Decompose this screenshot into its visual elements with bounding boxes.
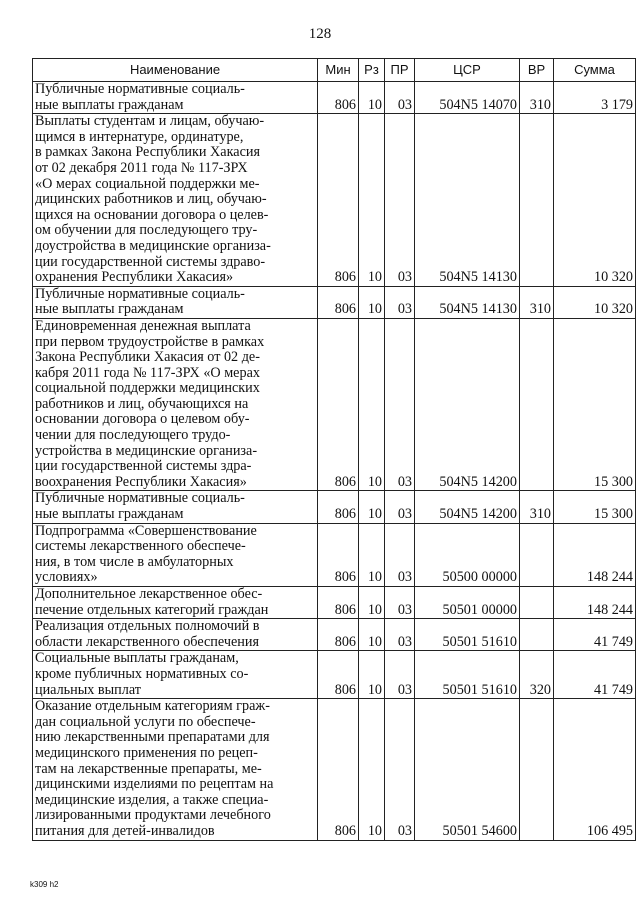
cell-min: 806 [318,491,359,523]
cell-min: 806 [318,114,359,287]
cell-csr: 504N5 14070 [415,82,520,114]
cell-rz: 10 [359,491,385,523]
cell-pr: 03 [385,587,415,619]
cell-vr [520,619,554,651]
cell-pr: 03 [385,82,415,114]
table-row [33,619,636,651]
cell-rz: 10 [359,82,385,114]
header-rz: Рз [359,59,385,82]
cell-min: 806 [318,523,359,586]
cell-min: 806 [318,619,359,651]
cell-vr: 310 [520,491,554,523]
cell-sum: 3 179 [554,82,636,114]
cell-pr: 03 [385,114,415,287]
cell-csr: 504N5 14130 [415,286,520,318]
cell-name: Подпрограмма «Совершенствование системы лекарственного обеспече- ния, в том числе в амбулаторных условиях» [33,523,318,586]
cell-rz: 10 [359,619,385,651]
header-csr: ЦСР [415,59,520,82]
cell-rz: 10 [359,587,385,619]
table-row [33,82,636,114]
cell-pr: 03 [385,491,415,523]
table-row [33,587,636,619]
table-row [33,651,636,699]
table-row [33,318,636,491]
cell-sum: 15 300 [554,318,636,491]
page-number: 128 [308,26,332,42]
table-row [33,286,636,318]
cell-min: 806 [318,699,359,840]
cell-rz: 10 [359,318,385,491]
cell-sum: 148 244 [554,587,636,619]
cell-pr: 03 [385,651,415,699]
cell-min: 806 [318,651,359,699]
footer-code: k309 h2 [30,880,59,889]
cell-vr: 310 [520,82,554,114]
cell-name: Реализация отдельных полномочий в области лекарственного обеспечения [33,619,318,651]
cell-rz: 10 [359,699,385,840]
cell-rz: 10 [359,286,385,318]
cell-name: Социальные выплаты гражданам, кроме публичных нормативных со- циальных выплат [33,651,318,699]
cell-csr: 504N5 14130 [415,114,520,287]
cell-vr: 310 [520,286,554,318]
cell-rz: 10 [359,114,385,287]
cell-min: 806 [318,318,359,491]
cell-vr [520,318,554,491]
header-min: Мин [318,59,359,82]
cell-csr: 504N5 14200 [415,491,520,523]
cell-vr [520,523,554,586]
cell-csr: 50501 51610 [415,651,520,699]
cell-vr: 320 [520,651,554,699]
cell-name: Дополнительное лекарственное обес- печение отдельных категорий граждан [33,587,318,619]
cell-name: Единовременная денежная выплата при первом трудоустройстве в рамках Закона Республики Хакасия от 02 де- кабря 2011 года № 117-ЗРХ «О мерах социальной поддержки медицинских работников и лиц, обучающихся на основании договора о целевом обу- чении для последующего трудо- устройства в медицинские организа- ции государственной системы здра- воохранения Республики Хакасия» [33,318,318,491]
cell-pr: 03 [385,523,415,586]
cell-pr: 03 [385,318,415,491]
cell-sum: 15 300 [554,491,636,523]
cell-sum: 41 749 [554,619,636,651]
header-sum: Сумма [554,59,636,82]
cell-csr: 504N5 14200 [415,318,520,491]
cell-sum: 10 320 [554,114,636,287]
cell-sum: 41 749 [554,651,636,699]
budget-table [32,58,636,841]
cell-pr: 03 [385,699,415,840]
cell-min: 806 [318,82,359,114]
cell-csr: 50501 54600 [415,699,520,840]
cell-vr [520,114,554,287]
cell-name: Оказание отдельным категориям граж- дан социальной услуги по обеспече- нию лекарственными препаратами для медицинского применения по рецеп- там на лекарственные препараты, ме- дицинскими изделиями по рецептам на медицинские изделия, а также специа- лизированными продуктами лечебного питания для детей-инвалидов [33,699,318,840]
cell-name: Выплаты студентам и лицам, обучаю- щимся в интернатуре, ординатуре, в рамках Закона Республики Хакасия от 02 декабря 2011 года № 117-ЗРХ «О мерах социальной поддержки ме- дицинских работников и лиц, обучаю- щихся на основании договора о целев- ом обучении для последующего тру- доустройства в медицинские организа- ции государственной системы здраво- охранения Республики Хакасия» [33,114,318,287]
cell-csr: 50501 51610 [415,619,520,651]
cell-sum: 148 244 [554,523,636,586]
cell-rz: 10 [359,523,385,586]
cell-name: Публичные нормативные социаль- ные выплаты гражданам [33,286,318,318]
table-row [33,491,636,523]
cell-sum: 10 320 [554,286,636,318]
cell-name: Публичные нормативные социаль- ные выплаты гражданам [33,82,318,114]
header-name: Наименование [33,59,318,82]
header-pr: ПР [385,59,415,82]
table-row [33,523,636,586]
cell-rz: 10 [359,651,385,699]
table-body [33,82,636,841]
cell-min: 806 [318,587,359,619]
header-vr: ВР [520,59,554,82]
cell-csr: 50501 00000 [415,587,520,619]
cell-name: Публичные нормативные социаль- ные выплаты гражданам [33,491,318,523]
table-header-row [33,59,636,82]
cell-pr: 03 [385,619,415,651]
table-row [33,699,636,840]
cell-pr: 03 [385,286,415,318]
cell-sum: 106 495 [554,699,636,840]
cell-vr [520,587,554,619]
table-row [33,114,636,287]
cell-vr [520,699,554,840]
cell-csr: 50500 00000 [415,523,520,586]
cell-min: 806 [318,286,359,318]
